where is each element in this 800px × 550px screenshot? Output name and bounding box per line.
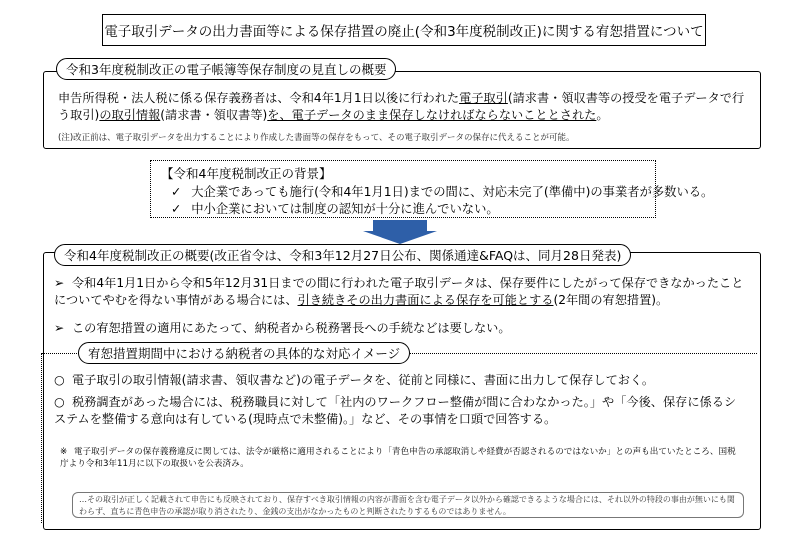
response-item-2: ○ 税務調査があった場合には、税務職員に対して「社内のワークフロー整備が間に合わなかった。」や「今後、保存に係るシステムを整備する意向は有している(現時点で未整備)。」など、その事情を口頭で回答する。 [54,395,737,426]
background-item: ✓ 中小企業においては制度の認知が十分に進んでいない。 [171,202,499,216]
nta-quote-box: …その取引が正しく記載されて申告にも反映されており、保存すべき取引情報の内容が書面を含む電子データ以外から確認できるような場合には、それ以外の特段の事由が無いにも関わらず、直ちに青色申告の承認が取り消されたり、金銭の支出がなかったものと判断されたりするものではありません。 [72,492,744,518]
arrowhead-bullet-icon: ➢ [54,321,65,335]
revision-overview-text: 申告所得税・法人税に係る保存義務者は、令和4年1月1日以後に行われた電子取引(請求書・領収書等の授受を電子データで行う取引)の取引情報(請求書・領収書等)を、電子データのまま保存しなければならないこととされた。 [58,91,745,122]
down-arrow-icon [363,220,437,244]
circle-bullet-icon: ○ [54,395,65,409]
circle-bullet-icon: ○ [54,373,65,387]
revision-footnote: (注)改正前は、電子取引データを出力することにより作成した書面等の保存をもって、その電子取引データの保存に代えることが可能。 [58,133,575,143]
background-heading: 【令和4年度税制改正の背景】 [161,166,332,181]
response-item-1: ○ 電子取引の取引情報(請求書、領収書など)の電子データを、従前と同様に、書面に出力して保存しておく。 [54,373,655,387]
checkmark-icon: ✓ [171,202,182,216]
revision-bullet-2: ➢ この宥恕措置の適用にあたって、納税者から税務署長への手続などは要しない。 [54,321,511,335]
page-title: 電子取引データの出力書面等による保存措置の廃止(令和3年度税制改正)に関する宥恕措置について [102,14,706,46]
background-item: ✓ 大企業であっても施行(令和4年1月1日)までの間に、対応未完了(準備中)の事業者が多数いる。 [171,185,714,199]
revision-overview-section [43,62,761,149]
arrowhead-bullet-icon: ➢ [54,276,65,290]
note-mark: ※ [60,447,68,457]
fy2022-revision-section [43,248,761,530]
grace-measure-tab: 宥恕措置期間中における納税者の具体的な対応イメージ [78,342,410,364]
revision-bullet-1: ➢ 令和4年1月1日から令和5年12月31日までの間に行われた電子取引データは、保存要件にしたがって保存できなかったことについてやむを得ない事情がある場合には、引き続きその出力書面による保存を可能とする(2年間の宥恕措置)。 [54,276,744,307]
revision-overview-tab: 令和3年度税制改正の電子帳簿等保存制度の見直しの概要 [56,58,396,80]
grace-measure-box [41,346,757,523]
checkmark-icon: ✓ [171,185,182,199]
notice-note: ※ 電子取引データの保存義務違反に関しては、法令が厳格に適用されることにより「青色申告の承認取消しや経費が否認されるのではないか」との声も出ていたところ、国税庁より令和3年11月に以下の取扱いを公表済み。 [60,447,736,469]
background-box [150,160,714,218]
fy2022-revision-tab: 令和4年度税制改正の概要(改正省令は、令和3年12月27日公布、関係通達&FAQは、同月28日発表) [54,244,631,266]
